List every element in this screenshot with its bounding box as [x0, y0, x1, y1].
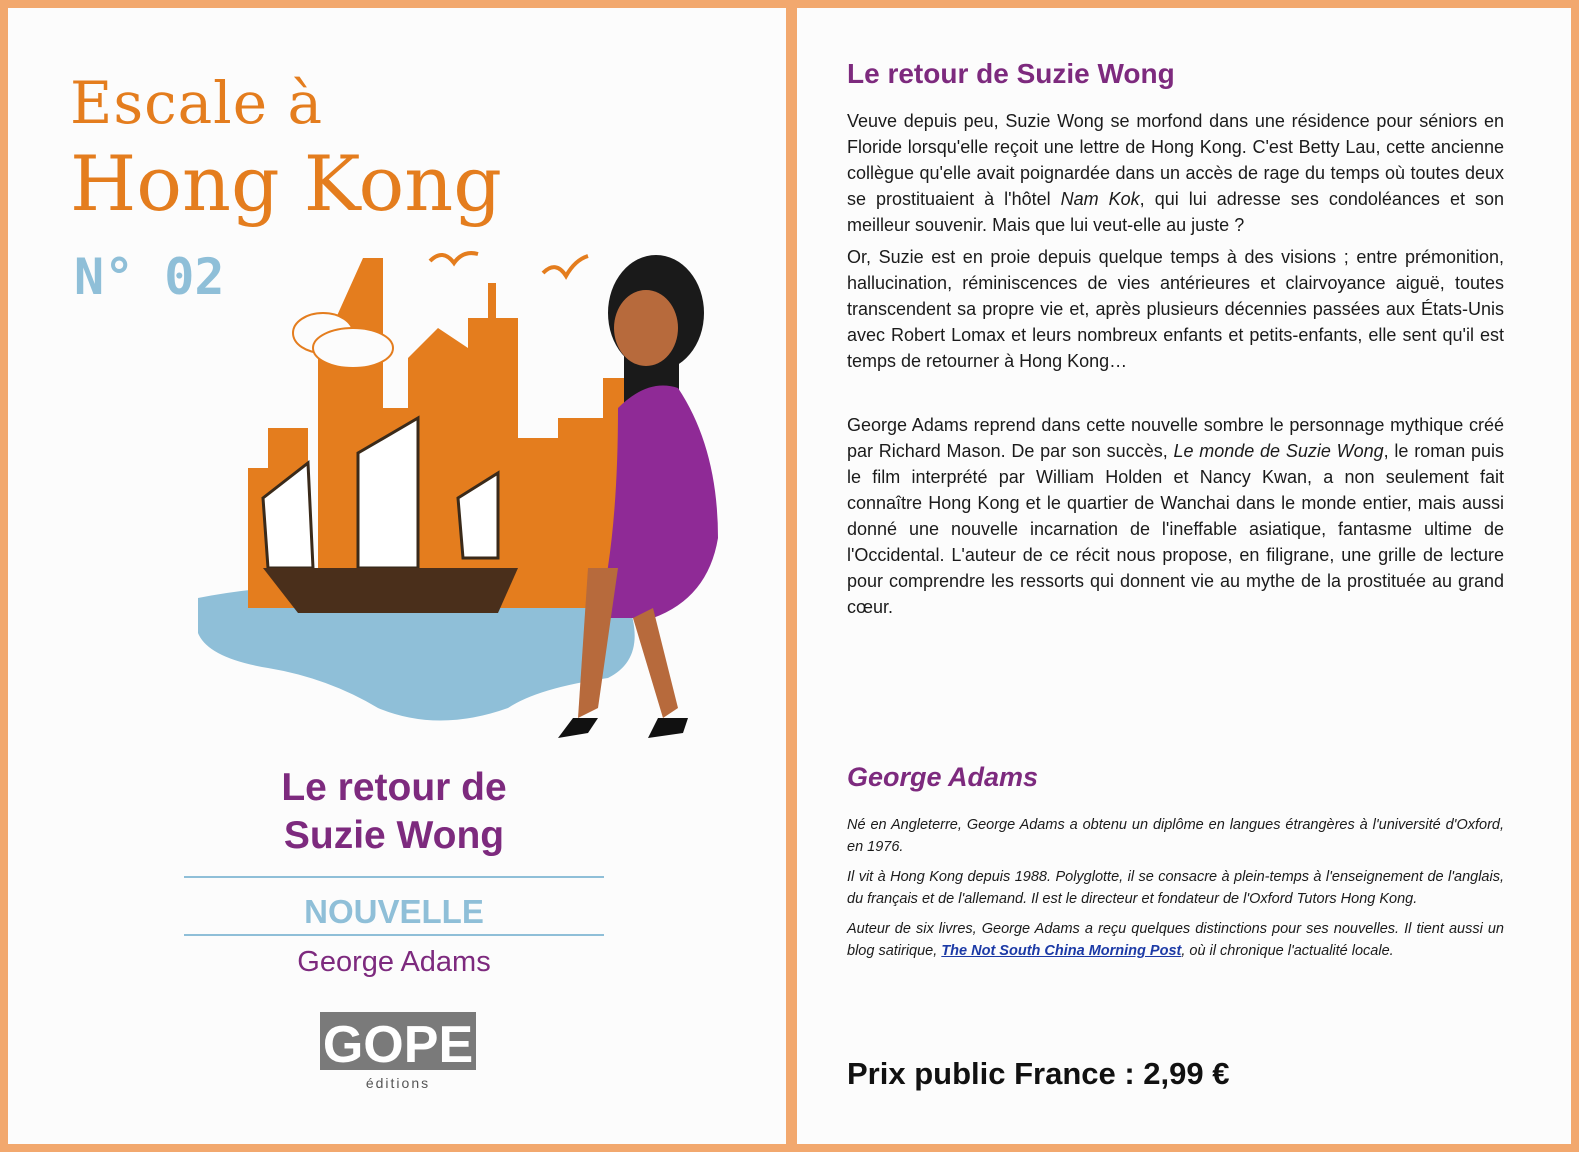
summary-paragraph-2: Or, Suzie est en proie depuis quelque temps à des visions ; entre prémonition, hallucination, réminiscences de vies antérieures et clairvoyance aiguë, toutes transcendent sa propre vie et, après plusieurs décennies passées aux États-Unis avec Robert Lomax et leurs nombreux enfants et petits-enfants, elle sent qu'il est temps de retourner à Hong Kong…	[847, 247, 1504, 371]
book-cover	[8, 8, 786, 1144]
back-cover	[797, 8, 1571, 1144]
author-heading: George Adams	[847, 762, 1039, 792]
book-title	[184, 764, 604, 860]
author-bio	[847, 814, 1504, 970]
back-title: Le retour de Suzie Wong	[847, 58, 1175, 89]
series-title-line1: Escale à	[70, 69, 324, 137]
summary	[847, 108, 1504, 626]
series-title-line2: Hong Kong	[70, 139, 502, 228]
bio-paragraph-2: Il vit à Hong Kong depuis 1988. Polyglotte, il se consacre à plein-temps à l'enseignement de l'anglais, du français et de l'allemand. Il est le directeur et fondateur de l'Oxford Tutors Hong Kong.	[847, 869, 1504, 907]
summary-paragraph-3: George Adams reprend dans cette nouvelle sombre le personnage mythique créé par Richard Mason. De par son succès, Le monde de Suzie Wong, le roman puis le film interprété par William Holden et Nancy Kwan, a non seulement fait connaître Hong Kong et le quartier de Wanchai dans le monde entier, mais aussi donné une nouvelle incarnation de l'ineffable asiatique, fantasme ultime de l'Occidental. L'auteur de ce récit nous propose, en filigrane, une grille de lecture pour comprendre les ressorts qui donnent vie au mythe de la prostituée au grand cœur.	[847, 415, 1504, 617]
book-title-line1: Le retour de	[281, 766, 507, 809]
cover-illustration	[178, 238, 738, 748]
bio-paragraph-1: Né en Angleterre, George Adams a obtenu un diplôme en langues étrangères à l'université d'Oxford, en 1976.	[847, 817, 1504, 855]
svg-text:éditions: éditions	[365, 1075, 431, 1091]
price: Prix public France : 2,99 €	[847, 1056, 1230, 1091]
issue-number: N° 02	[74, 248, 225, 306]
seagull-2	[543, 256, 588, 276]
book-title-line2: Suzie Wong	[283, 814, 505, 857]
blog-link[interactable]: The Not South China Morning Post	[941, 943, 1182, 959]
svg-text:GOPE: GOPE	[322, 1016, 474, 1074]
cover-author: George Adams	[297, 946, 491, 978]
genre-label: NOUVELLE	[304, 893, 484, 930]
divider-top	[184, 876, 604, 878]
seagull-1	[430, 253, 478, 263]
divider-bottom	[184, 934, 604, 936]
summary-paragraph-1: Veuve depuis peu, Suzie Wong se morfond dans une résidence pour séniors en Floride lorsqu'elle reçoit une lettre de Hong Kong. C'est Betty Lau, cette ancienne collègue qu'elle avait poignardée dans un accès de rage du temps où toutes deux se prostituaient à l'hôtel Nam Kok, qui lui adresse ses condoléances et son meilleur souvenir. Mais que lui veut-elle au juste ?	[847, 111, 1504, 235]
gope-logo	[318, 1008, 478, 1092]
bio-paragraph-3: Auteur de six livres, George Adams a reçu quelques distinctions pour ses nouvelles. Il tient aussi un blog satirique, The Not South China Morning Post, où il chronique l'actualité locale.	[847, 921, 1504, 959]
